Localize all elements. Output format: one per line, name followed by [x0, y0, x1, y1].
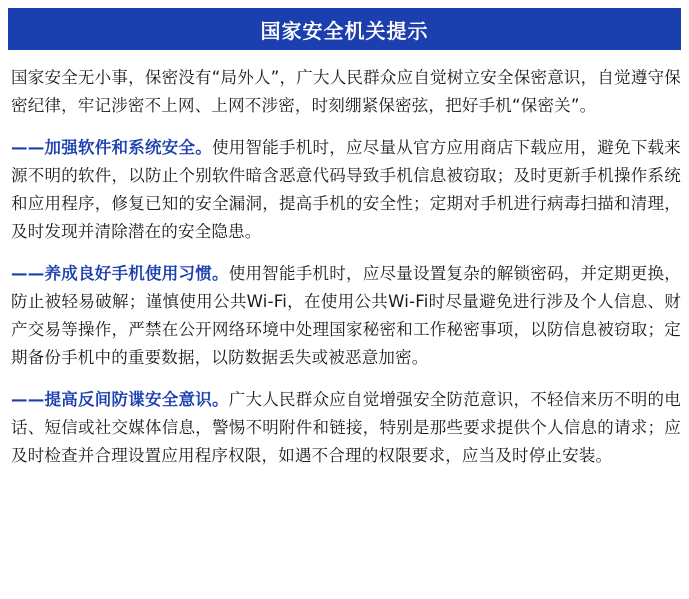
section-heading: ——养成良好手机使用习惯。: [11, 264, 229, 283]
header-banner: [8, 8, 681, 50]
section-software-security: [11, 134, 681, 246]
section-text: 使用智能手机时，应尽量从官方应用商店下载应用，避免下载来源不明的软件，以防止个别软件暗含恶意代码导致手机信息被窃取；及时更新手机操作系统和应用程序，修复已知的安全漏洞，提高手机的安全性；定期对手机进行病毒扫描和清理，及时发现并清除潜在的安全隐患。: [11, 138, 681, 241]
section-text: 广大人民群众应自觉增强安全防范意识，不轻信来历不明的电话、短信或社交媒体信息，警惕不明附件和链接，特别是那些要求提供个人信息的请求；应及时检查并合理设置应用程序权限，如遇不合理的权限要求，应当及时停止安装。: [11, 390, 681, 465]
page-title: 国家安全机关提示: [260, 18, 429, 43]
section-heading: ——提高反间防谍安全意识。: [11, 390, 229, 409]
intro-paragraph: 国家安全无小事，保密没有“局外人”，广大人民群众应自觉树立安全保密意识，自觉遵守保密纪律，牢记涉密不上网、上网不涉密，时刻绷紧保密弦，把好手机“保密关”。: [11, 68, 681, 115]
article-body: [11, 64, 681, 484]
section-counter-espionage: [11, 386, 681, 470]
section-text: 使用智能手机时，应尽量设置复杂的解锁密码，并定期更换，防止被轻易破解；谨慎使用公共Wi-Fi，在使用公共Wi-Fi时尽量避免进行涉及个人信息、财产交易等操作，严禁在公开网络环境中处理国家秘密和工作秘密事项，以防信息被窃取；定期备份手机中的重要数据，以防数据丢失或被恶意加密。: [11, 264, 681, 367]
section-usage-habits: [11, 260, 681, 372]
section-heading: ——加强软件和系统安全。: [11, 138, 212, 157]
